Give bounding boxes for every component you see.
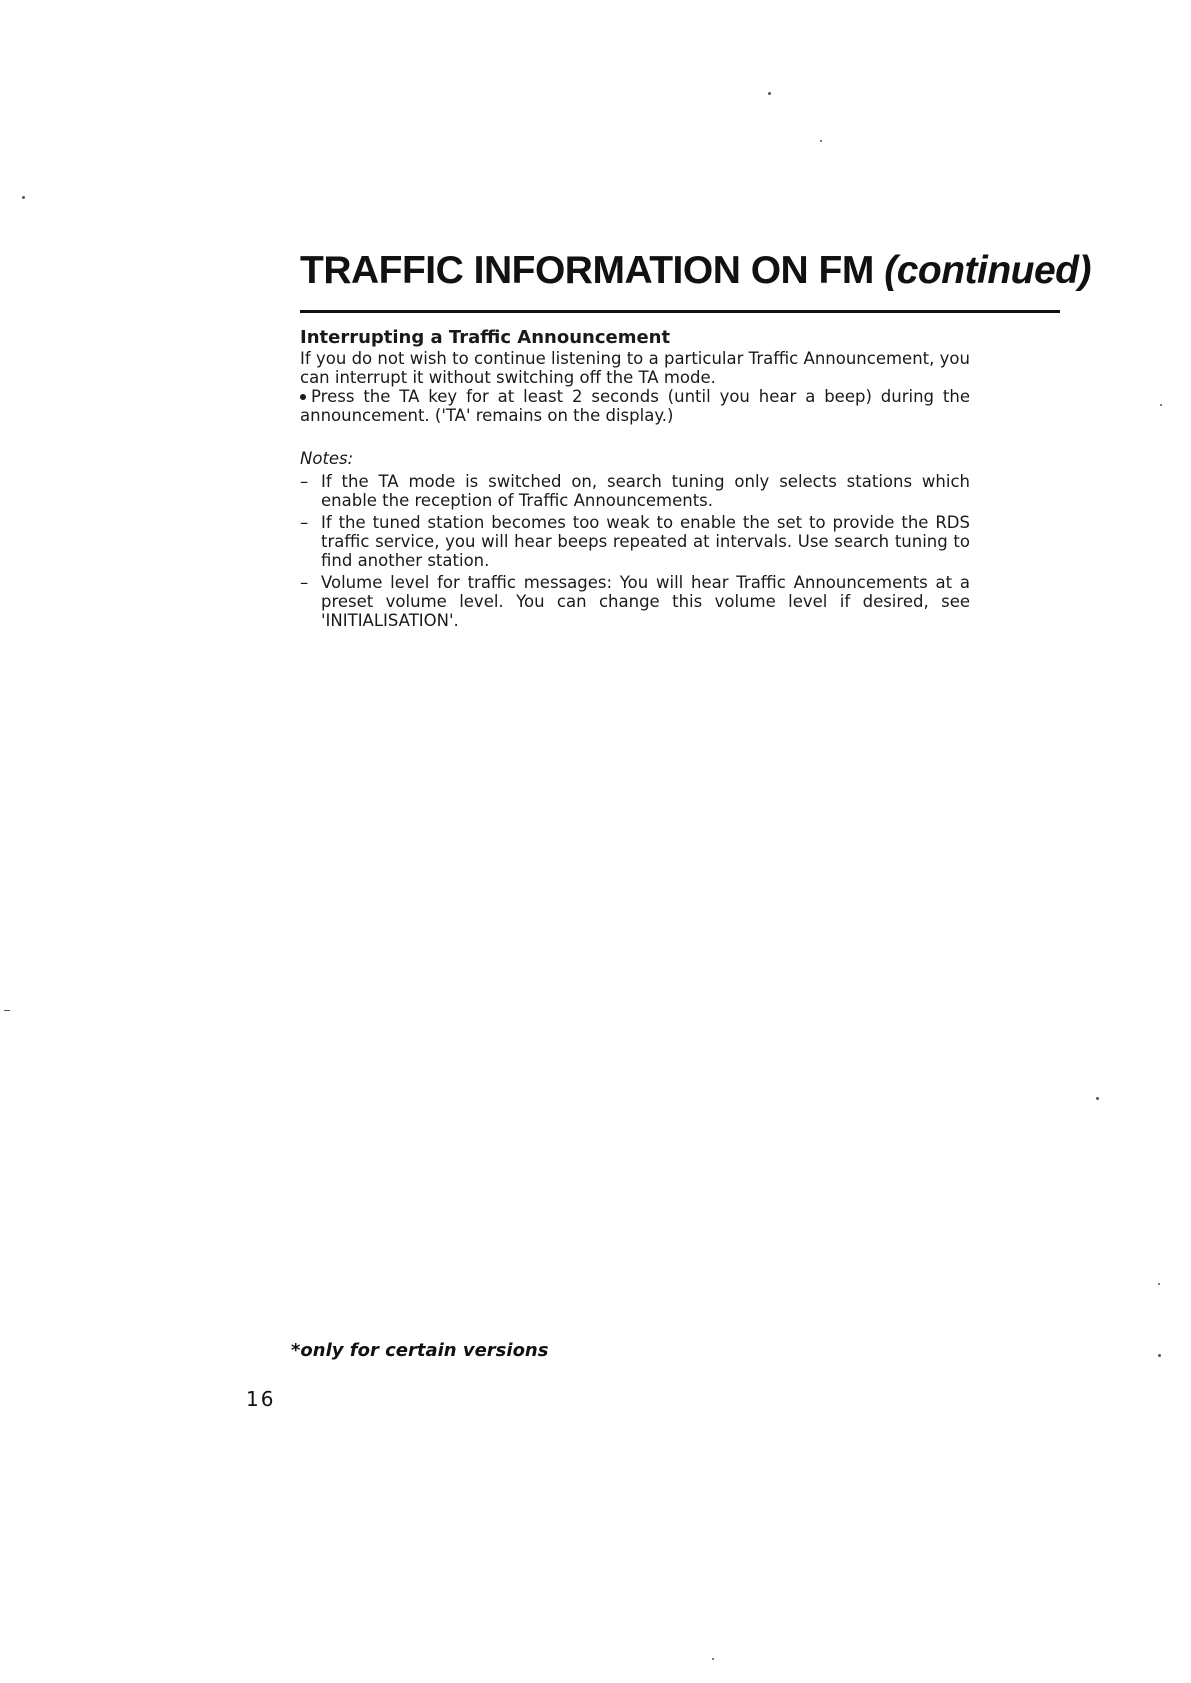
page-title: [300, 249, 1091, 293]
dash-icon: –: [300, 573, 309, 592]
instruction-text: Press the TA key for at least 2 seconds (until you hear a beep) during the announcement. ('TA' remains on the display.): [300, 387, 970, 425]
scan-speck: [1096, 1097, 1099, 1100]
scan-speck: [768, 92, 771, 95]
title-underline: [300, 310, 1060, 313]
bullet-icon: [300, 394, 306, 400]
note-text: Volume level for traffic messages: You will hear Traffic Announcements at a preset volume level. You can change this volume level if desired, see 'INITIALISATION'.: [321, 573, 970, 630]
scan-speck: [820, 140, 822, 142]
title-continued: (continued): [884, 249, 1091, 292]
scan-speck: [1160, 404, 1162, 406]
scan-speck: [1158, 1283, 1160, 1285]
note-item: [300, 513, 970, 570]
note-text: If the TA mode is switched on, search tuning only selects stations which enable the reception of Traffic Announcements.: [321, 472, 970, 510]
note-item: [300, 573, 970, 630]
scan-speck: [4, 1010, 10, 1011]
scan-speck: [1158, 1354, 1161, 1357]
section-intro: If you do not wish to continue listening to a particular Traffic Announcement, you can interrupt it without switching off the TA mode.: [300, 349, 970, 387]
note-item: [300, 472, 970, 510]
scan-speck: [22, 196, 25, 199]
note-text: If the tuned station becomes too weak to enable the set to provide the RDS traffic service, you will hear beeps repeated at intervals. Use search tuning to find another station.: [321, 513, 970, 570]
notes-list: [300, 472, 970, 630]
scan-speck: [712, 1658, 714, 1660]
page-number: 16: [246, 1387, 276, 1411]
notes-heading: Notes:: [300, 449, 354, 468]
section-body: [300, 327, 970, 633]
dash-icon: –: [300, 472, 309, 491]
dash-icon: –: [300, 513, 309, 532]
instruction-bullet: [300, 387, 970, 425]
title-heading: [300, 249, 1091, 293]
title-main: TRAFFIC INFORMATION ON FM: [300, 249, 874, 292]
section-heading: Interrupting a Traffic Announcement: [300, 327, 671, 348]
footnote: *only for certain versions: [291, 1340, 549, 1361]
